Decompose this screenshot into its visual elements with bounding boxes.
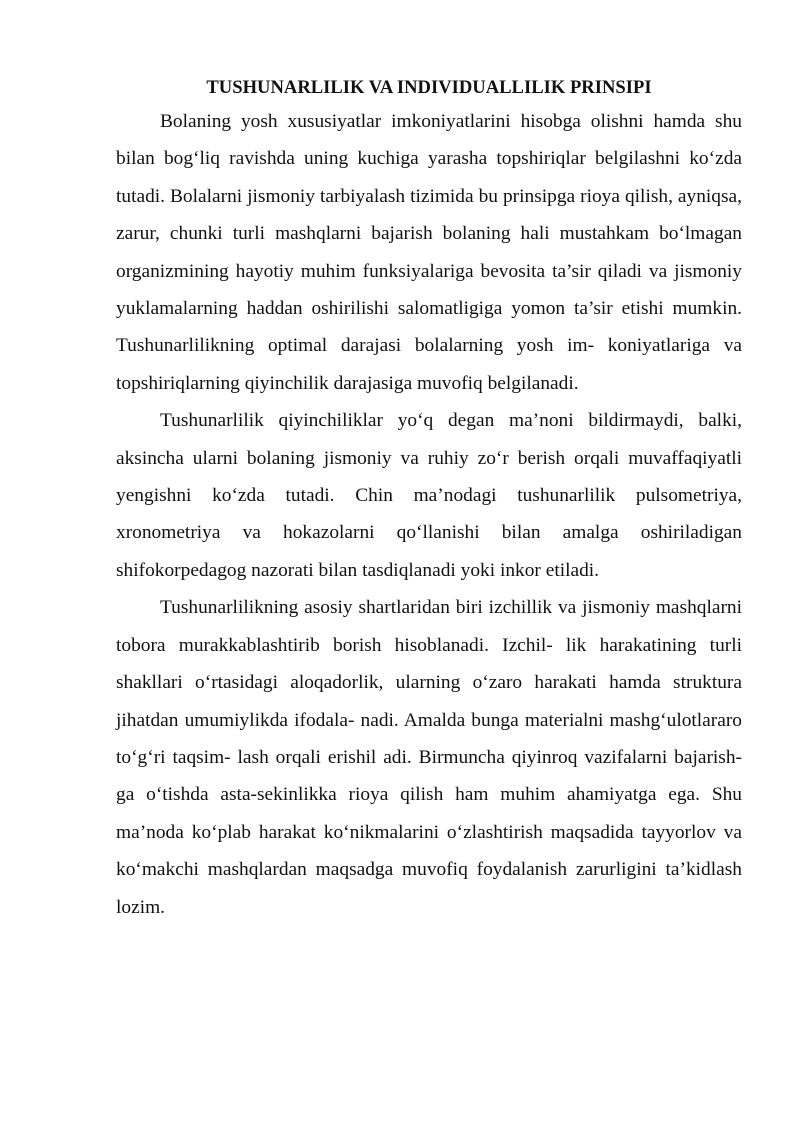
paragraph-1: Bolaning yosh xususiyatlar imkoniyatlarini hisobga olishni hamda shu bilan bog‘liq ravishda uning kuchiga yarasha topshiriqlar belgilashni ko‘zda tutadi. Bolalarni jismoniy tarbiyalash tizimida bu prinsipga rioya qilish, ayniqsa, zarur, chunki turli mashqlarni bajarish bolaning hali mustahkam bo‘lmagan organizmining hayotiy muhim funksiyalariga bevosita ta’sir qiladi va jismoniy yuklamalarning haddan oshirilishi salomatligiga yomon ta’sir etishi mumkin. Tushunarlilikning optimal darajasi bolalarning yosh im- koniyatlariga va topshiriqlarning qiyinchilik darajasiga muvofiq belgilanadi. xyxy=(116,111,742,394)
paragraph-3: Tushunarlilikning asosiy shartlaridan biri izchillik va jismoniy mashqlarni tobora murakkablashtirib borish hisoblanadi. Izchil- lik harakatining turli shakllari o‘rtasidagi aloqadorlik, ularning o‘zaro harakati hamda struktura jihatdan umumiylikda ifodala- nadi. Amalda bunga materialni mashg‘ulotlararo to‘g‘ri taqsim- lash orqali erishil adi. Birmuncha qiyinroq vazifalarni bajarish- ga o‘tishda asta-sekinlikka rioya qilish ham muhim ahamiyatga ega. Shu ma’noda ko‘plab harakat ko‘nikmalarini o‘zlashtirish maqsadida tayyorlov va ko‘makchi mashqlardan maqsadga muvofiq foydalanish zarurligini ta’kidlash lozim. xyxy=(116,597,742,918)
document-body xyxy=(116,73,742,926)
document-title: TUSHUNARLILIK VA INDIVIDUALLILIK PRINSIPI xyxy=(206,77,652,98)
paragraph-2: Tushunarlilik qiyinchiliklar yo‘q degan ma’noni bildirmaydi, balki, aksincha ularni bolaning jismoniy va ruhiy zo‘r berish orqali muvaffaqiyatli yengishni ko‘zda tutadi. Chin ma’nodagi tushunarlilik pulsometriya, xronometriya va hokazolarni qo‘llanishi bilan amalga oshiriladigan shifokorpedagog nazorati bilan tasdiqlanadi yoki inkor etiladi. xyxy=(116,410,742,581)
